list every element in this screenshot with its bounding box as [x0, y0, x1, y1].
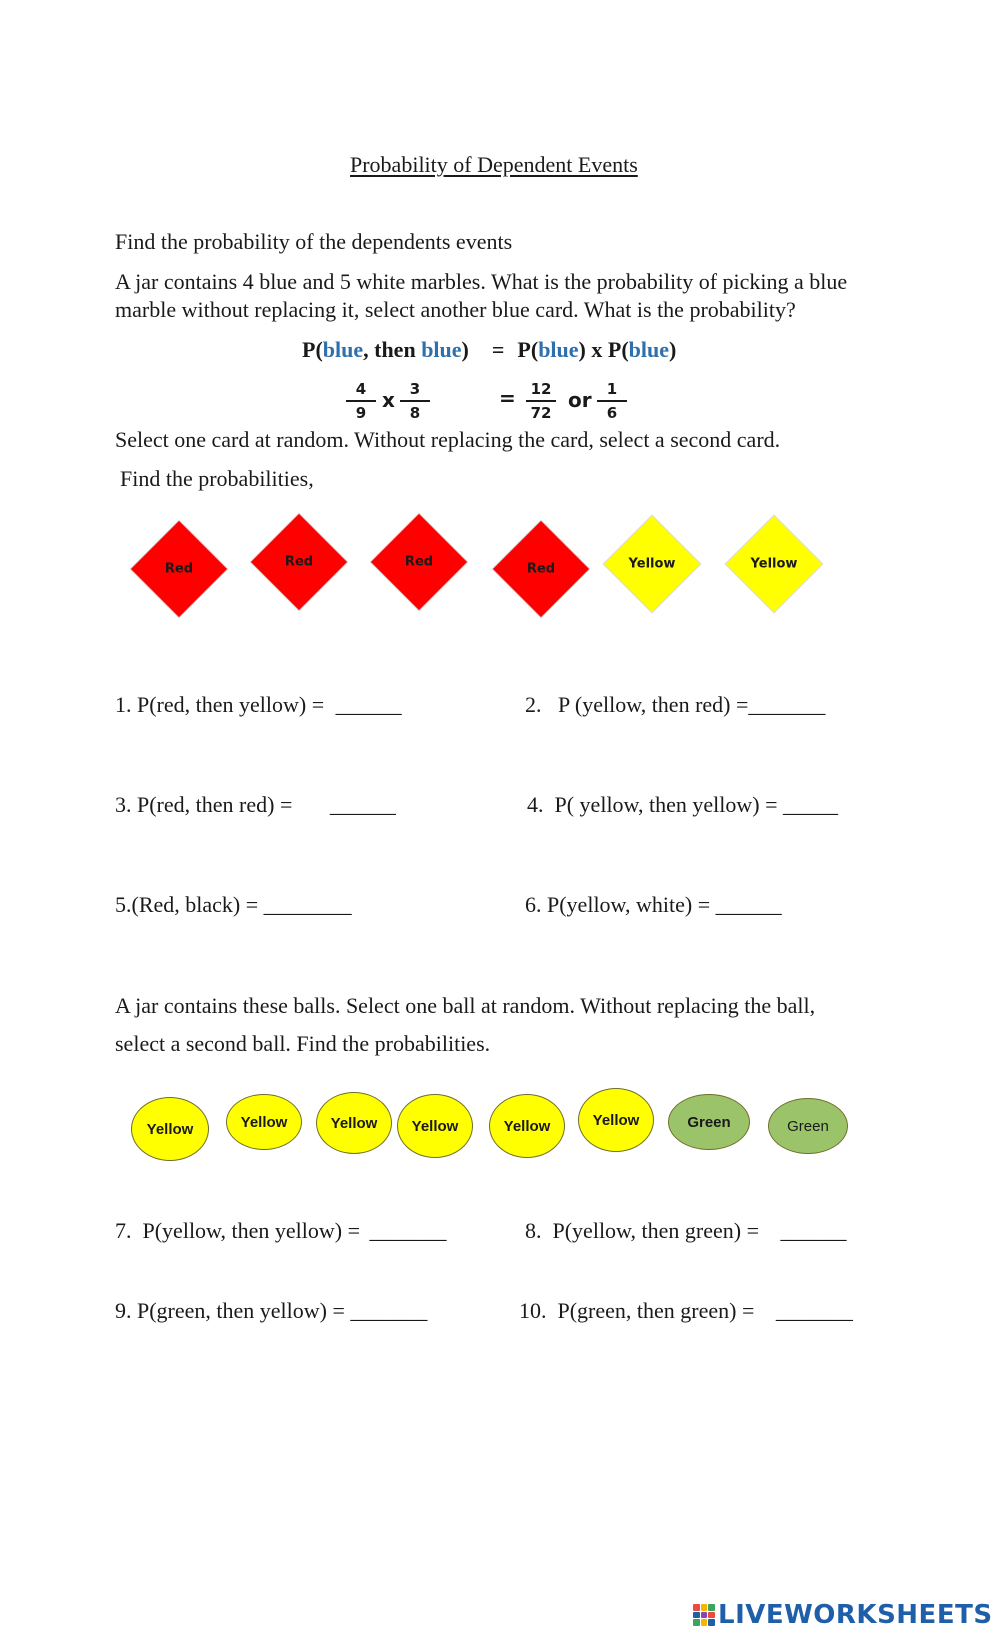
- formula-blue-3: blue: [538, 337, 579, 362]
- formula-equals: =: [491, 337, 505, 362]
- question-4: 4. P( yellow, then yellow) = _____: [527, 792, 838, 817]
- ball: Yellow: [397, 1094, 473, 1158]
- problem-line-1: A jar contains 4 blue and 5 white marbles. What is the probability of picking a blue: [115, 269, 848, 294]
- question-7: 7. P(yellow, then yellow) = _______: [115, 1218, 447, 1243]
- answer-blank-3[interactable]: ______: [329, 792, 396, 817]
- logo-text: LIVEWORKSHEETS: [718, 1600, 993, 1630]
- formula-blue-4: blue: [628, 337, 669, 362]
- card-label: Red: [164, 561, 194, 577]
- formula-p-open: P(: [302, 337, 323, 362]
- liveworksheets-logo: [693, 1600, 993, 1630]
- question-10: 10. P(green, then green) = _______: [519, 1298, 853, 1323]
- fraction-times: x: [382, 388, 395, 412]
- answer-blank-2[interactable]: _______: [748, 692, 826, 717]
- balls-intro-line-1: A jar contains these balls. Select one ball at random. Without replacing the ball,: [115, 993, 816, 1018]
- instruction-text: Find the probability of the dependents events: [115, 229, 513, 254]
- ball: Yellow: [226, 1094, 302, 1150]
- formula-close-1: ): [461, 337, 469, 362]
- ball: Green: [668, 1094, 750, 1150]
- ball: Yellow: [489, 1094, 565, 1158]
- cards-intro-line-2: Find the probabilities,: [120, 466, 314, 491]
- balls-intro-line-2: select a second ball. Find the probabilities.: [115, 1031, 491, 1056]
- card-label: Yellow: [628, 556, 676, 572]
- cards-intro-line-1: Select one card at random. Without replacing the card, select a second card.: [115, 427, 781, 452]
- answer-blank-9[interactable]: _______: [350, 1298, 428, 1323]
- formula-close-3: ): [669, 337, 677, 362]
- formula-p-open-2: P(: [517, 337, 539, 362]
- formula-line: [302, 337, 676, 363]
- fraction-equals: =: [499, 386, 516, 410]
- answer-blank-8[interactable]: ______: [780, 1218, 847, 1243]
- fraction-12-72: $\frac{12}{72}$: [526, 380, 556, 422]
- fraction-1-6: $\frac{1}{6}$: [597, 380, 627, 422]
- answer-blank-10[interactable]: _______: [775, 1298, 853, 1323]
- answer-blank-7[interactable]: _______: [369, 1218, 447, 1243]
- question-8: 8. P(yellow, then green) = ______: [525, 1218, 847, 1243]
- formula-times: x: [591, 337, 603, 362]
- card-label: Red: [284, 554, 314, 570]
- formula-blue-1: blue: [322, 337, 364, 362]
- formula-then: , then: [363, 337, 422, 362]
- fraction-3-8: $\frac{3}{8}$: [400, 380, 430, 422]
- card-label: Red: [404, 554, 434, 570]
- answer-blank-1[interactable]: ______: [335, 692, 402, 717]
- question-9: 9. P(green, then yellow) = _______: [115, 1298, 428, 1323]
- question-3: 3. P(red, then red) = ______: [115, 792, 396, 817]
- formula-blue-2: blue: [421, 337, 462, 362]
- problem-line-2: marble without replacing it, select another blue card. What is the probability?: [115, 297, 796, 322]
- ball: Yellow: [316, 1092, 392, 1154]
- page-title: Probability of Dependent Events: [350, 152, 638, 177]
- ball: Green: [768, 1098, 848, 1154]
- fraction-or: or: [568, 388, 592, 412]
- ball: Yellow: [131, 1097, 209, 1161]
- formula-close-2: ): [578, 337, 586, 362]
- ball: Yellow: [578, 1088, 654, 1152]
- fraction-4-9: $\frac{4}{9}$: [346, 380, 376, 422]
- answer-blank-5[interactable]: ________: [263, 892, 352, 917]
- card-label: Yellow: [750, 556, 798, 572]
- question-6: 6. P(yellow, white) = ______: [525, 892, 782, 917]
- formula-p-open-3: P(: [607, 337, 629, 362]
- logo-grid-icon: [693, 1604, 715, 1626]
- question-2: 2. P (yellow, then red) =_______: [525, 692, 826, 717]
- question-5: 5.(Red, black) = ________: [115, 892, 352, 917]
- card-label: Red: [526, 561, 556, 577]
- question-1: 1. P(red, then yellow) = ______: [115, 692, 402, 717]
- answer-blank-4[interactable]: _____: [783, 792, 838, 817]
- answer-blank-6[interactable]: ______: [715, 892, 782, 917]
